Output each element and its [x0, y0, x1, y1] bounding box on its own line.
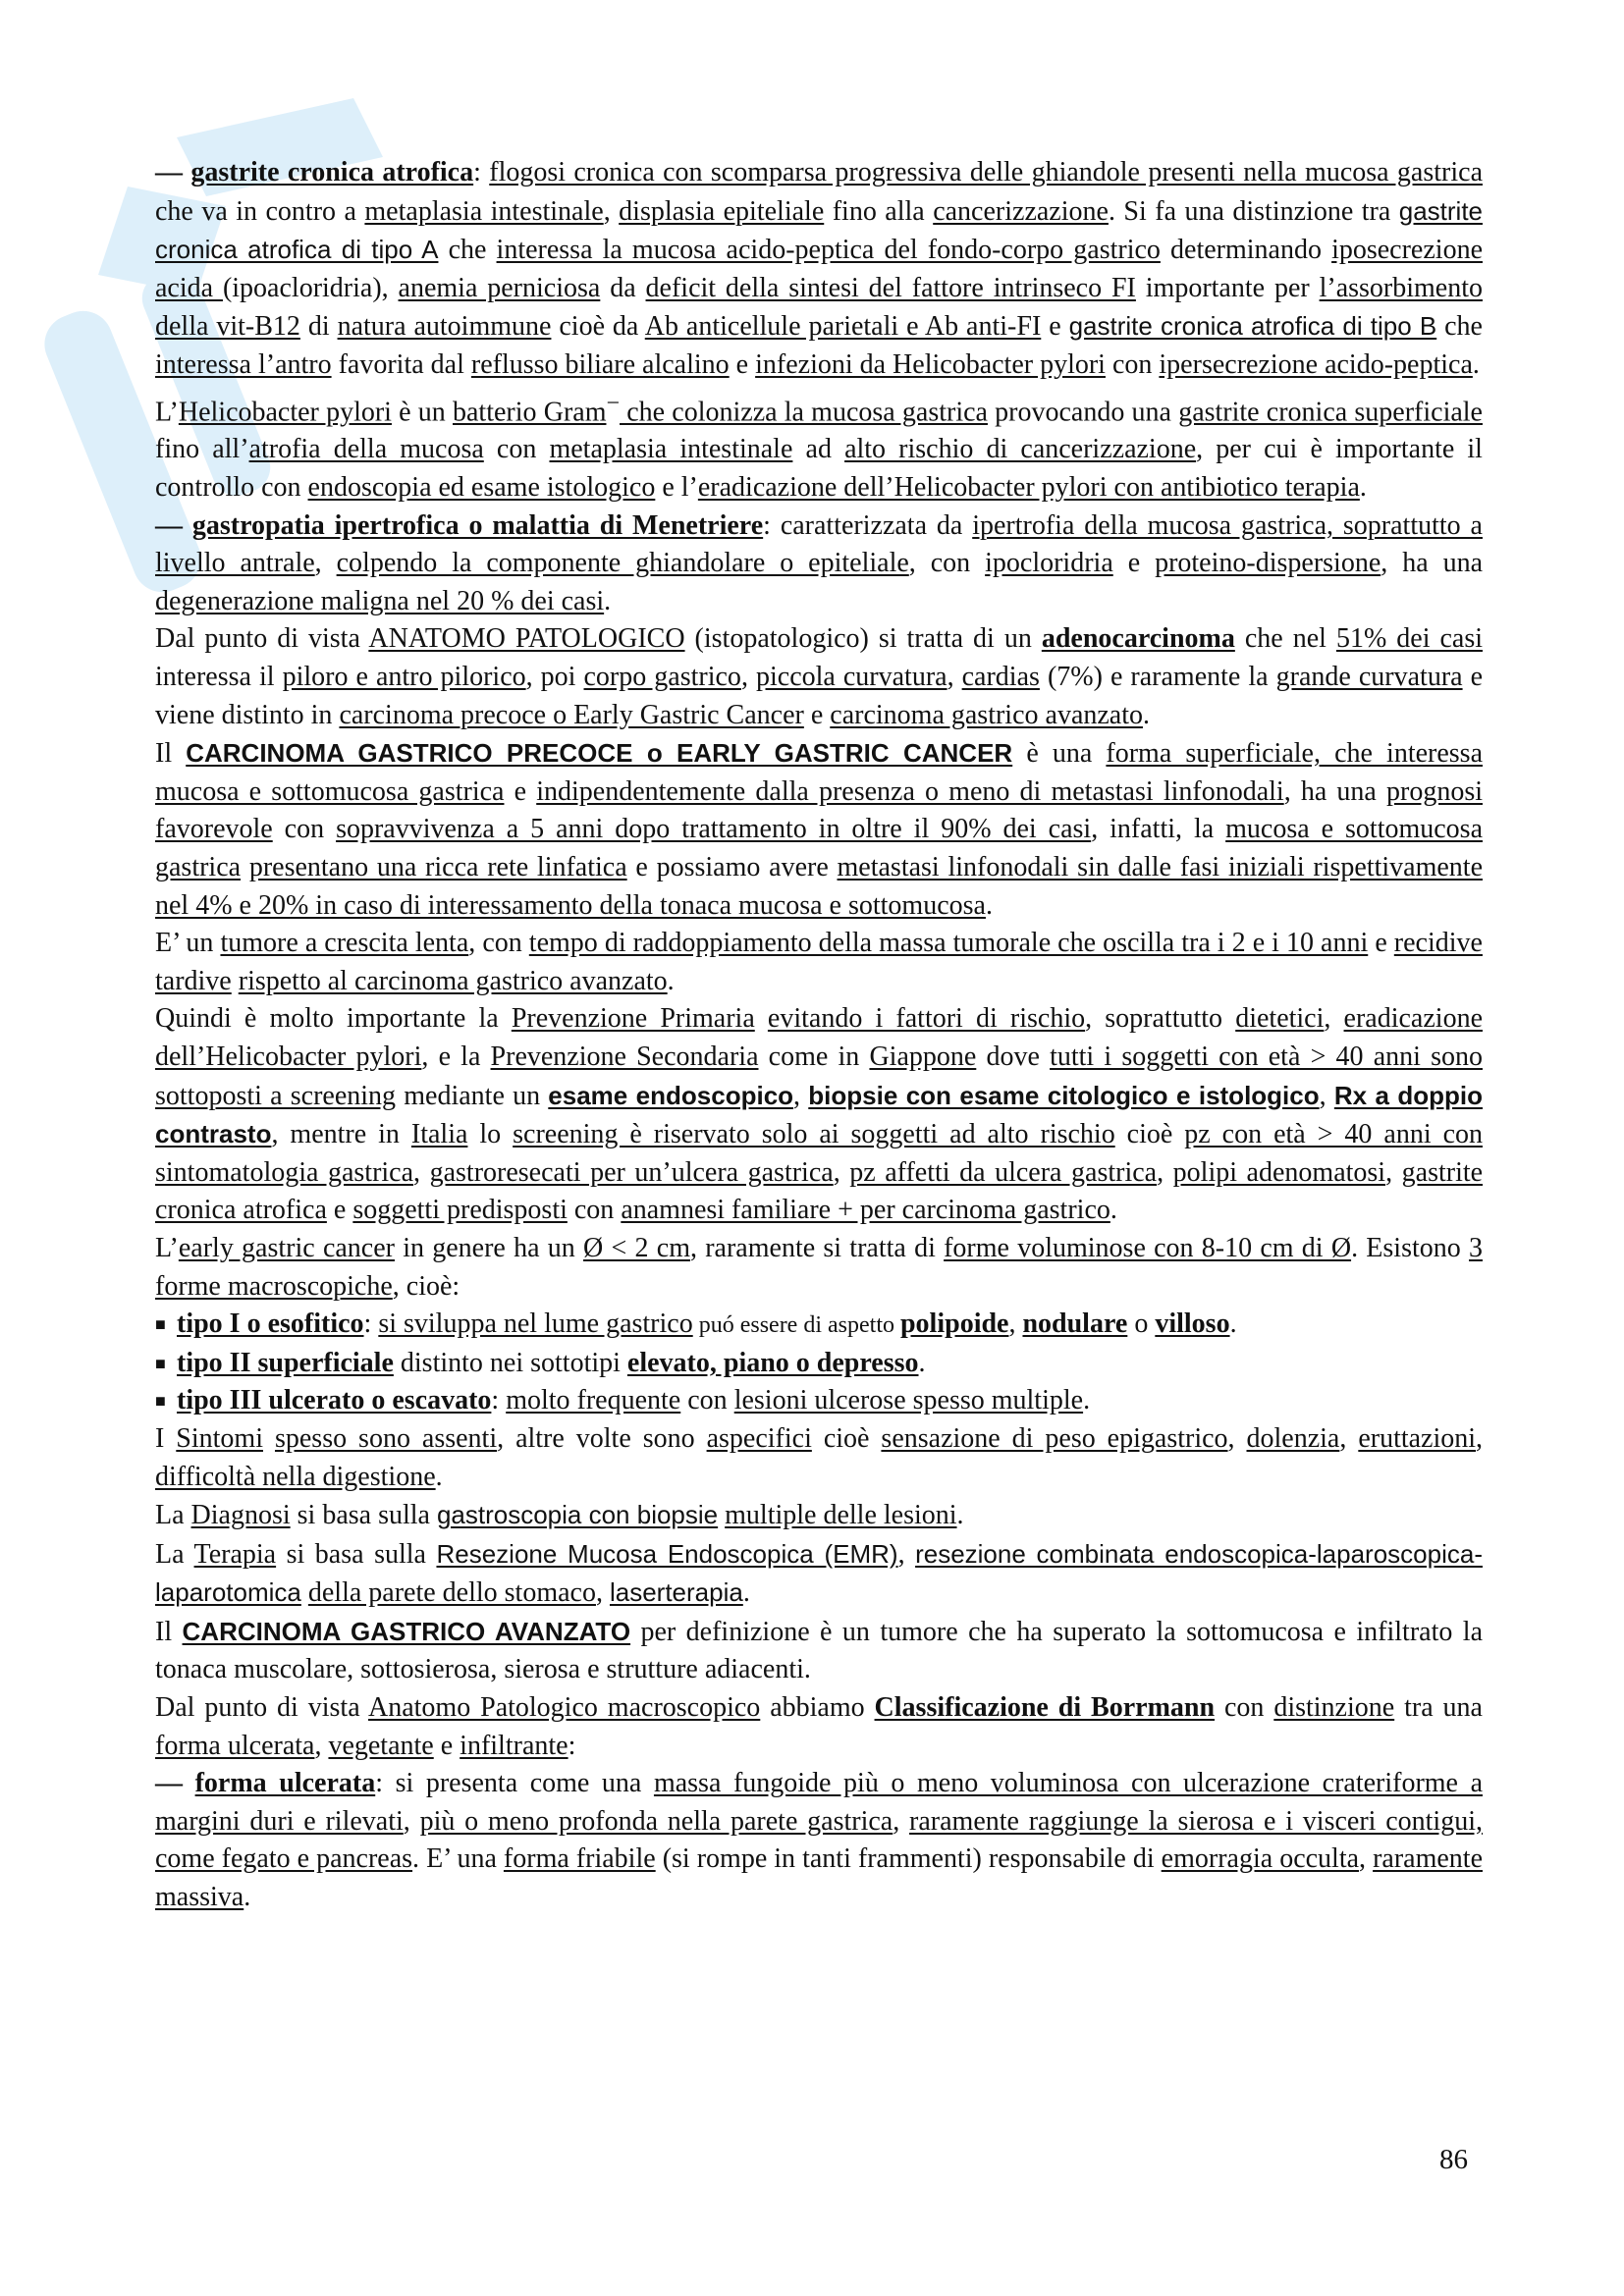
- text: Dal punto di vista: [155, 623, 369, 655]
- text-underlined: della parete dello stomaco: [307, 1577, 596, 1609]
- text: ,: [833, 1156, 850, 1188]
- term-heading: tipo II superficiale: [177, 1347, 394, 1378]
- text-underlined: Terapia: [193, 1538, 277, 1570]
- document-body: [155, 154, 1483, 1917]
- text-underlined: 3 forme macroscopiche: [155, 1232, 1484, 1302]
- text: [263, 1423, 275, 1454]
- text: e l’: [655, 472, 698, 504]
- paragraph-gastrite-atrofica: [155, 154, 1483, 385]
- text: : caratterizzata da: [763, 509, 973, 541]
- text-underlined: raramente raggiunge la sierosa e i visceri contigui, come fegato e pancreas: [155, 1805, 1483, 1875]
- text: L’: [155, 1232, 179, 1263]
- bullet-item-tipo-1: [155, 1306, 1483, 1345]
- paragraph-menetriere: [155, 507, 1483, 621]
- text: fino alla: [824, 195, 934, 227]
- text: con: [567, 1195, 622, 1226]
- text: e: [1368, 928, 1394, 959]
- text: si basa sulla: [276, 1538, 437, 1570]
- text: (si rompe in tanti frammenti) responsabile di: [655, 1843, 1162, 1875]
- text-underlined: Giappone: [869, 1041, 977, 1072]
- text-underlined: forma friabile: [503, 1843, 656, 1875]
- text: con: [272, 814, 337, 845]
- text-underlined-sans: gastroscopia con biopsie: [436, 1500, 719, 1530]
- text: ,: [403, 1805, 420, 1837]
- text-underlined: emorragia occulta: [1161, 1843, 1360, 1875]
- text-underlined: eradicazione dell’Helicobacter pylori con antibiotico terapia: [697, 472, 1360, 504]
- text: .: [1143, 699, 1150, 730]
- text: .: [435, 1461, 443, 1492]
- text: :: [568, 1730, 576, 1761]
- dash-marker: —: [155, 1768, 183, 1799]
- text-underlined: anemia perniciosa: [398, 272, 601, 303]
- text: e: [1041, 311, 1069, 343]
- text-underlined-sans: Resezione Mucosa Endoscopica (EMR): [436, 1538, 898, 1569]
- text: è una: [1012, 738, 1107, 770]
- text: ,: [947, 662, 962, 693]
- text: :: [363, 1308, 379, 1340]
- text: ,: [595, 1577, 610, 1609]
- text-underlined: metaplasia intestinale: [549, 434, 793, 465]
- text: da: [600, 272, 646, 303]
- text: favorita dal: [331, 348, 471, 380]
- square-bullet-icon: ■: [155, 1314, 166, 1335]
- text-underlined-sans: esame endoscopico: [548, 1080, 794, 1110]
- text-underlined: evitando i fattori di rischio: [767, 1003, 1086, 1035]
- text: (ipoacloridria),: [222, 272, 399, 303]
- text: abbiamo: [760, 1692, 875, 1724]
- term-bold: polipoide: [899, 1308, 1009, 1340]
- text-underlined: corpo gastrico: [583, 662, 741, 693]
- page-number: 86: [1439, 2144, 1468, 2175]
- text: [755, 1003, 768, 1034]
- text: ,: [1324, 1003, 1344, 1035]
- text-underlined: aspecifici: [706, 1422, 812, 1454]
- text-underlined: l’assorbimento della vit-B12: [155, 272, 1484, 343]
- text-underlined: grande curvatura: [1275, 662, 1463, 693]
- text-underlined: alto rischio di cancerizzazione: [844, 434, 1197, 465]
- text-underlined: eruttazioni: [1358, 1422, 1477, 1454]
- text: ,: [897, 1538, 916, 1570]
- paragraph-sintomi: [155, 1420, 1483, 1496]
- text-underlined: endoscopia ed esame istologico: [307, 472, 656, 504]
- text: .: [918, 1347, 926, 1378]
- text: , con: [468, 928, 529, 959]
- term-bold: villoso: [1155, 1308, 1230, 1340]
- text-underlined: dietetici: [1235, 1003, 1325, 1035]
- text: .: [1229, 1308, 1237, 1340]
- text-underlined-sans: laserterapia: [609, 1577, 743, 1608]
- text-underlined: cancerizzazione: [933, 195, 1109, 227]
- text: :: [491, 1385, 507, 1416]
- text-underlined: deficit della sintesi del fattore intrinseco FI: [645, 272, 1136, 303]
- text-underlined: massa fungoide più o meno voluminosa con ulcerazione crateriforme a margini duri e rilevati: [155, 1768, 1483, 1837]
- paragraph-carcinoma-avanzato: [155, 1613, 1483, 1689]
- text: ,: [1339, 1422, 1359, 1454]
- text: è un: [391, 396, 453, 427]
- paragraph-terapia: [155, 1535, 1483, 1613]
- text-underlined: rispetto al carcinoma gastrico avanzato: [238, 965, 668, 996]
- text-underlined: ANATOMO PATOLOGICO: [368, 623, 685, 655]
- paragraph-crescita-lenta: [155, 925, 1483, 1000]
- text: cioè da: [551, 311, 645, 343]
- term-bold: nodulare: [1022, 1308, 1128, 1340]
- text: cioè: [811, 1422, 882, 1454]
- text-small: puó essere di aspetto: [692, 1312, 900, 1339]
- text: che: [1436, 311, 1483, 343]
- text-underlined: indipendentemente dalla presenza o meno di metastasi linfonodali: [536, 775, 1284, 807]
- text-underlined: degenerazione maligna nel 20 % dei casi: [155, 585, 605, 616]
- text: Il: [155, 738, 187, 770]
- paragraph-prevenzione: [155, 1000, 1483, 1230]
- text-underlined: si sviluppa nel lume gastrico: [378, 1308, 693, 1340]
- text-underlined: pz affetti da ulcera gastrica: [849, 1156, 1158, 1188]
- text-underlined: iposecrezione acida: [155, 235, 1483, 303]
- text: ,: [1319, 1080, 1334, 1111]
- text-underlined: mucosa e sottomucosa gastrica: [155, 814, 1484, 883]
- text-underlined: spesso sono assenti: [274, 1422, 498, 1454]
- text-underlined: vegetante: [328, 1730, 434, 1761]
- paragraph-forma-ulcerata: [155, 1765, 1483, 1916]
- text: per definizione è un tumore che ha superato la sottomucosa e infiltrato la tonaca muscolare, sottosierosa, sierosa e strutture adiacenti.: [155, 1616, 1484, 1685]
- text-underlined: interessa l’antro: [155, 348, 332, 380]
- text-underlined: tempo di raddoppiamento della massa tumorale che oscilla tra i 2 e i 10 anni: [528, 928, 1369, 959]
- text: ,: [603, 195, 620, 227]
- text: [232, 966, 239, 996]
- text-underlined: soggetti predisposti: [352, 1195, 568, 1226]
- text: (istopatologico) si tratta di un: [684, 623, 1042, 655]
- term-heading: tipo III ulcerato o escavato: [177, 1385, 492, 1416]
- text-underlined: recidive tardive: [155, 928, 1483, 996]
- text-underlined: reflusso biliare alcalino: [470, 348, 730, 380]
- text-underlined: infiltrante: [460, 1730, 568, 1761]
- text: I: [155, 1422, 177, 1454]
- text-underlined: colpendo la componente ghiandolare o epiteliale: [336, 548, 909, 579]
- paragraph-early-gastric-cancer: [155, 734, 1483, 925]
- text: determinando: [1160, 235, 1332, 266]
- text: .: [604, 585, 612, 616]
- paragraph-diagnosi: [155, 1496, 1483, 1535]
- text: , raramente si tratta di: [689, 1232, 945, 1263]
- dash-marker: —: [155, 157, 183, 187]
- text-underlined: pz con età > 40 anni con sintomatologia gastrica: [155, 1119, 1483, 1188]
- text: .: [956, 1500, 964, 1531]
- text: E’ un: [155, 928, 221, 959]
- text: ,: [1008, 1308, 1023, 1340]
- text: [301, 1577, 308, 1608]
- text: :: [473, 157, 490, 187]
- text-underlined: carcinoma precoce o Early Gastric Cancer: [339, 699, 804, 730]
- superscript: −: [606, 390, 621, 416]
- text: ,: [314, 1730, 329, 1761]
- text-underlined: lesioni ulcerose spesso multiple: [733, 1385, 1084, 1416]
- text: , poi: [525, 662, 584, 693]
- text: che: [438, 235, 497, 266]
- term-heading: gastrite cronica atrofica: [190, 157, 474, 187]
- text-underlined: Sintomi: [176, 1422, 263, 1454]
- text: , mentre in: [271, 1119, 411, 1150]
- text: . Si fa una distinzione tra: [1108, 195, 1399, 227]
- text-underlined-sans: Rx a doppio contrasto: [155, 1080, 1484, 1149]
- text: . E’ una: [412, 1843, 504, 1875]
- text: Il: [155, 1616, 183, 1647]
- text-underlined-sans: biopsie con esame citologico e istologico: [808, 1080, 1320, 1110]
- bullet-item-tipo-3: [155, 1382, 1483, 1420]
- paragraph-anatomo-patologico: [155, 620, 1483, 734]
- text-underlined-sans: gastrite cronica atrofica di tipo A: [155, 195, 1483, 265]
- text-underlined: carcinoma gastrico avanzato: [830, 699, 1143, 730]
- text-underlined: sopravvivenza a 5 anni dopo trattamento in oltre il 90% dei casi: [336, 814, 1092, 845]
- text-underlined: early gastric cancer: [178, 1232, 395, 1263]
- text-underlined: Ø < 2 cm: [583, 1232, 690, 1263]
- text-underlined-sans: resezione combinata endoscopica-laparoscopica-laparotomica: [155, 1538, 1483, 1608]
- text-underlined: displasia epiteliale: [619, 195, 825, 227]
- text: importante per: [1135, 272, 1320, 303]
- text-underlined: Italia: [410, 1119, 468, 1150]
- paragraph-helicobacter: [155, 385, 1483, 507]
- text: ,: [740, 662, 756, 693]
- text: .: [1110, 1195, 1117, 1226]
- text: fino all’: [155, 434, 249, 465]
- text: ,: [793, 1080, 809, 1111]
- term-heading: tipo I o esofitico: [177, 1308, 364, 1340]
- text: , con: [908, 548, 986, 579]
- text: Dal punto di vista: [155, 1692, 368, 1724]
- text: . Esistono: [1351, 1232, 1470, 1263]
- text-underlined: batterio Gram: [453, 396, 607, 427]
- text: , e la: [421, 1041, 491, 1072]
- text: .: [1472, 348, 1480, 380]
- text: cioè: [1114, 1119, 1185, 1150]
- text-underlined: ipocloridria: [985, 548, 1113, 579]
- section-heading: CARCINOMA GASTRICO PRECOCE o EARLY GASTRIC CANCER: [186, 738, 1013, 769]
- text-underlined: Prevenzione Primaria: [511, 1003, 755, 1035]
- term-bold: elevato, piano o depresso: [626, 1347, 919, 1378]
- text: e viene distinto in: [155, 662, 1484, 730]
- text: con: [483, 434, 550, 465]
- text-underlined: Prevenzione Secondaria: [490, 1041, 759, 1072]
- text: o: [1127, 1308, 1156, 1340]
- section-heading: CARCINOMA GASTRICO AVANZATO: [182, 1616, 631, 1646]
- text: ,: [1359, 1843, 1374, 1875]
- text-underlined: screening è riservato solo ai soggetti ad alto rischio: [513, 1119, 1115, 1150]
- text-underlined: raramente massiva: [155, 1843, 1483, 1913]
- text: La: [155, 1500, 191, 1531]
- text: con: [1105, 348, 1160, 380]
- text: come in: [758, 1041, 870, 1072]
- text: , per cui è importante il controllo con: [155, 434, 1483, 504]
- text: e: [1112, 548, 1156, 579]
- text: dove: [976, 1041, 1051, 1072]
- text: e: [803, 699, 831, 730]
- text-underlined: flogosi cronica con scomparsa progressiva delle ghiandole presenti nella mucosa gastrica: [489, 157, 1483, 187]
- text: , altre volte sono: [497, 1422, 707, 1454]
- dash-marker: —: [155, 509, 183, 541]
- text: che nel: [1234, 623, 1336, 655]
- text: , soprattutto: [1085, 1003, 1236, 1035]
- bullet-item-tipo-2: [155, 1345, 1483, 1383]
- text-underlined: distinzione: [1273, 1692, 1395, 1724]
- text-underlined: multiple delle lesioni: [725, 1500, 957, 1531]
- text-underlined: metaplasia intestinale: [364, 195, 604, 227]
- text: ,: [314, 548, 337, 579]
- text-underlined: ipersecrezione acido-peptica: [1159, 348, 1473, 380]
- term-heading: gastropatia ipertrofica o malattia di Menetriere: [191, 509, 764, 541]
- text: con: [680, 1385, 734, 1416]
- text: .: [667, 965, 675, 996]
- text: provocando una: [987, 396, 1179, 427]
- text: con: [1215, 1692, 1274, 1724]
- text: e: [433, 1730, 460, 1761]
- text-underlined: forme voluminose con 8-10 cm di Ø: [944, 1232, 1352, 1263]
- text: ,: [413, 1156, 430, 1188]
- text-underlined: gastrite cronica superficiale: [1178, 396, 1483, 427]
- text: .: [244, 1882, 251, 1913]
- text: .: [742, 1577, 750, 1609]
- square-bullet-icon: ■: [155, 1353, 166, 1373]
- text: : si presenta come una: [375, 1768, 654, 1799]
- text-underlined: Diagnosi: [190, 1500, 291, 1531]
- text-underlined: infezioni da Helicobacter pylori: [755, 348, 1106, 380]
- text-underlined: piccola curvatura: [755, 662, 947, 693]
- text-underlined: tumore a crescita lenta: [220, 928, 469, 959]
- text: di: [299, 311, 338, 343]
- text: mediante un: [396, 1080, 549, 1111]
- text: in genere ha un: [394, 1232, 584, 1263]
- term-heading: forma ulcerata: [194, 1768, 376, 1799]
- text-underlined: Anatomo Patologico macroscopico: [368, 1692, 761, 1724]
- text: La: [155, 1538, 194, 1570]
- text: e: [729, 348, 756, 380]
- text-underlined: cardias: [961, 662, 1040, 693]
- text-underlined: piloro e antro pilorico: [282, 662, 526, 693]
- term-heading: Classificazione di Borrmann: [874, 1692, 1216, 1724]
- text: lo: [467, 1119, 514, 1150]
- text-underlined: presentano una ricca rete linfatica: [248, 852, 627, 883]
- text: , ha una: [1283, 775, 1386, 807]
- text: .: [1359, 472, 1367, 504]
- text: e: [504, 775, 537, 807]
- text-underlined: metastasi linfonodali sin dalle fasi iniziali rispettivamente nel 4% e 20% in caso di interessamento della tonaca mucosa e sottomucosa: [155, 852, 1484, 921]
- paragraph-borrmann: [155, 1689, 1483, 1765]
- text-underlined: difficoltà nella digestione: [155, 1461, 436, 1492]
- text-underlined: gastroresecati per un’ulcera gastrica: [429, 1156, 834, 1188]
- text-underlined: 51% dei casi: [1335, 623, 1484, 655]
- text-underlined: forma superficiale, che interessa mucosa e sottomucosa gastrica: [155, 738, 1484, 807]
- text-underlined: natura autoimmune: [337, 311, 552, 343]
- text: interessa il: [155, 662, 283, 693]
- text: e: [326, 1195, 353, 1226]
- text-underlined: che colonizza la mucosa gastrica: [620, 396, 988, 427]
- text: .: [1083, 1385, 1091, 1416]
- text: , ha una: [1380, 548, 1483, 579]
- text-underlined: anamnesi familiare + per carcinoma gastrico: [621, 1195, 1110, 1226]
- text: ,: [1385, 1156, 1402, 1188]
- text-underlined: eradicazione dell’Helicobacter pylori: [155, 1003, 1483, 1072]
- text-underlined: proteino-dispersione: [1155, 548, 1381, 579]
- text-underlined: più o meno profonda nella parete gastrica: [419, 1805, 893, 1837]
- text: ,: [1227, 1422, 1247, 1454]
- text: Quindi è molto importante la: [155, 1003, 512, 1035]
- text: distinto nei sottotipi: [393, 1347, 627, 1378]
- text-underlined: prognosi favorevole: [155, 775, 1483, 845]
- text-underlined: gastrite cronica atrofica: [155, 1156, 1484, 1226]
- text-underlined-sans: gastrite cronica atrofica di tipo B: [1068, 311, 1437, 342]
- text: tra una: [1394, 1692, 1483, 1724]
- text-underlined: sensazione di peso epigastrico: [881, 1422, 1228, 1454]
- text-underlined: Helicobacter pylori: [178, 396, 392, 427]
- text-underlined: molto frequente: [506, 1385, 681, 1416]
- text: , infatti, la: [1091, 814, 1226, 845]
- paragraph-forme-macroscopiche: [155, 1230, 1483, 1306]
- text-underlined: polipi adenomatosi: [1172, 1156, 1386, 1188]
- text-underlined: forma ulcerata: [155, 1730, 315, 1761]
- text: [241, 852, 249, 882]
- text-underlined: Ab anticellule parietali e Ab anti-FI: [644, 311, 1042, 343]
- text: che va in contro a: [155, 195, 365, 227]
- text: , cioè:: [392, 1270, 460, 1302]
- text: ,: [1157, 1156, 1173, 1188]
- text: .: [985, 889, 993, 921]
- term-heading: adenocarcinoma: [1041, 623, 1235, 655]
- text: ,: [1476, 1422, 1484, 1454]
- text-underlined: atrofia della mucosa: [248, 434, 484, 465]
- text: ad: [792, 434, 845, 465]
- text-underlined: ipertrofia della mucosa gastrica, soprattutto a livello antrale: [155, 509, 1483, 579]
- text: L’: [155, 396, 179, 427]
- text: (7%) e raramente la: [1039, 662, 1276, 693]
- text: e possiamo avere: [626, 852, 838, 883]
- text-underlined: tutti i soggetti con età > 40 anni sono sottoposti a screening: [155, 1041, 1483, 1111]
- text: si basa sulla: [290, 1500, 437, 1531]
- text-underlined: dolenzia: [1246, 1422, 1340, 1454]
- square-bullet-icon: ■: [155, 1391, 166, 1412]
- text: ,: [893, 1805, 910, 1837]
- text-underlined: interessa la mucosa acido-peptica del fondo-corpo gastrico: [496, 235, 1161, 266]
